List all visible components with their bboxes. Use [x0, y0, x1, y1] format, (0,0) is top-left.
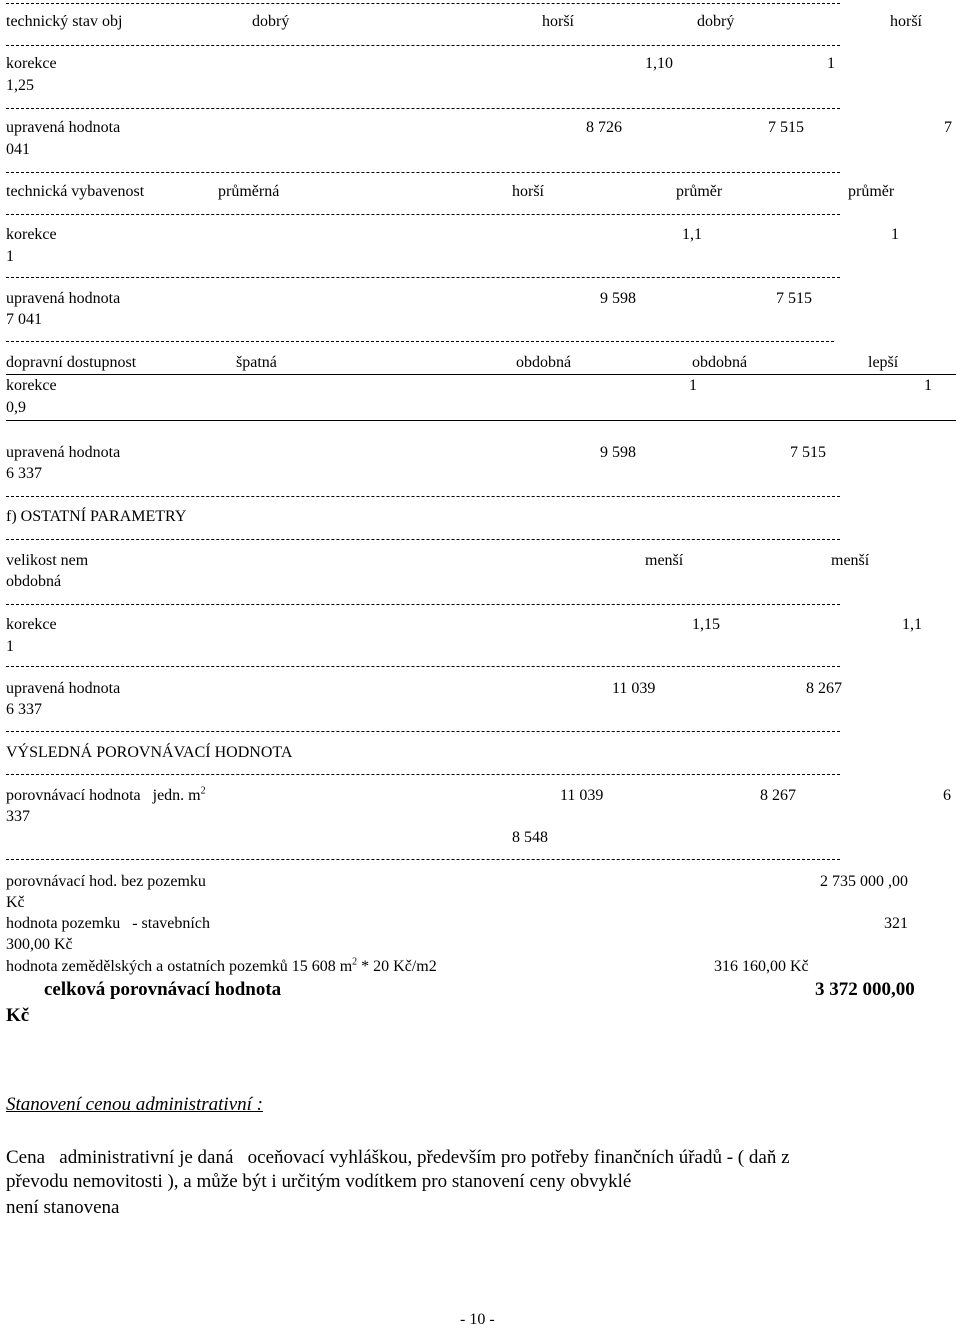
- row-label: dopravní dostupnost: [6, 354, 137, 371]
- row-label: korekce: [6, 55, 57, 72]
- admin-paragraph-line: není stanovena: [6, 1197, 120, 1218]
- separator: [6, 172, 840, 173]
- cell: 1,15: [692, 616, 720, 633]
- separator: [6, 420, 956, 421]
- cell: menší: [645, 552, 684, 569]
- separator: [6, 539, 840, 540]
- cell: dobrý: [697, 13, 735, 30]
- row-label: upravená hodnota: [6, 290, 121, 307]
- cell: průměr: [848, 183, 895, 200]
- cell: 8 267: [806, 680, 842, 697]
- cell: 9 598: [600, 290, 636, 307]
- row-label: technická vybavenost: [6, 183, 145, 200]
- separator: [6, 859, 840, 860]
- cell: 11 039: [560, 787, 604, 804]
- cell: špatná: [236, 354, 277, 371]
- summary-label: [6, 957, 437, 977]
- cell: obdobná: [692, 354, 748, 371]
- cell: 0,9: [6, 399, 26, 416]
- separator: [6, 214, 840, 215]
- cell: obdobná: [516, 354, 572, 371]
- separator: [6, 731, 840, 732]
- row-label: technický stav obj: [6, 13, 123, 30]
- cell: 1,1: [902, 616, 922, 633]
- superscript: 2: [200, 785, 206, 797]
- row-label: upravená hodnota: [6, 444, 121, 461]
- admin-paragraph-line: převodu nemovitosti ), a může být i určitým vodítkem pro stanovení ceny obvyklé: [6, 1171, 632, 1192]
- cell: 6 337: [6, 465, 42, 482]
- cell: 7 515: [790, 444, 826, 461]
- cell: dobrý: [252, 13, 290, 30]
- summary-label: porovnávací hod. bez pozemku: [6, 873, 206, 890]
- average-value: 8 548: [512, 829, 548, 846]
- cell: 1: [6, 248, 14, 265]
- total-value: 3 372 000,00: [815, 979, 915, 1000]
- separator: [6, 666, 840, 667]
- cell: 6: [943, 787, 951, 804]
- cell: 7 515: [768, 119, 804, 136]
- summary-value: 316 160,00 Kč: [714, 958, 809, 975]
- cell: 1: [924, 377, 932, 394]
- cell: 8 726: [586, 119, 622, 136]
- cell: 6 337: [6, 701, 42, 718]
- cell: horší: [890, 13, 922, 30]
- cell: 7 515: [776, 290, 812, 307]
- cell: 041: [6, 141, 30, 158]
- cell: 1,25: [6, 77, 34, 94]
- cell: 337: [6, 808, 30, 825]
- cell: 11 039: [612, 680, 656, 697]
- admin-paragraph-line: Cena administrativní je daná oceňovací vyhláškou, především pro potřeby finančních úřadů - ( daň z: [6, 1147, 790, 1168]
- cell: 1: [827, 55, 835, 72]
- cell: obdobná: [6, 573, 62, 590]
- summary-unit: Kč: [6, 894, 25, 911]
- cell: menší: [831, 552, 870, 569]
- row-label: velikost nem: [6, 552, 89, 569]
- cell: 1: [891, 226, 899, 243]
- row-label: korekce: [6, 377, 57, 394]
- cell: 7: [944, 119, 952, 136]
- superscript: 2: [352, 956, 358, 968]
- summary-label: hodnota pozemku - stavebních: [6, 915, 210, 932]
- separator: [6, 774, 840, 775]
- separator: [6, 374, 956, 375]
- cell: průměr: [676, 183, 723, 200]
- separator: [6, 341, 834, 342]
- cell: horší: [512, 183, 544, 200]
- cell: 1,1: [682, 226, 702, 243]
- cell: 9 598: [600, 444, 636, 461]
- summary-value: 321: [884, 915, 908, 932]
- row-label: upravená hodnota: [6, 119, 121, 136]
- total-unit: Kč: [6, 1005, 30, 1026]
- row-label: korekce: [6, 226, 57, 243]
- separator: [6, 496, 840, 497]
- separator: [6, 45, 840, 46]
- separator: [6, 108, 840, 109]
- cell: horší: [542, 13, 574, 30]
- cell: průměrná: [218, 183, 280, 200]
- separator: [6, 3, 840, 4]
- page-number: - 10 -: [460, 1311, 495, 1328]
- total-label: celková porovnávací hodnota: [44, 979, 282, 1000]
- section-heading: VÝSLEDNÁ POROVNÁVACÍ HODNOTA: [6, 744, 293, 761]
- admin-heading: Stanovení cenou administrativní :: [6, 1094, 263, 1115]
- summary-value: 300,00 Kč: [6, 936, 73, 953]
- cell: 7 041: [6, 311, 42, 328]
- cell: 1: [6, 638, 14, 655]
- cell: 8 267: [760, 787, 796, 804]
- cell: lepší: [868, 354, 899, 371]
- row-label-text: porovnávací hodnota jedn. m: [6, 787, 201, 804]
- separator: [6, 277, 840, 278]
- summary-value: 2 735 000 ,00: [820, 873, 908, 890]
- section-heading: f) OSTATNÍ PARAMETRY: [6, 508, 187, 525]
- row-label: [6, 786, 206, 806]
- summary-label-text: hodnota zemědělských a ostatních pozemků 15 608 m: [6, 958, 353, 975]
- summary-label-rest: * 20 Kč/m2: [357, 958, 437, 975]
- cell: 1,10: [645, 55, 673, 72]
- separator: [6, 604, 840, 605]
- row-label: upravená hodnota: [6, 680, 121, 697]
- row-label: korekce: [6, 616, 57, 633]
- cell: 1: [689, 377, 697, 394]
